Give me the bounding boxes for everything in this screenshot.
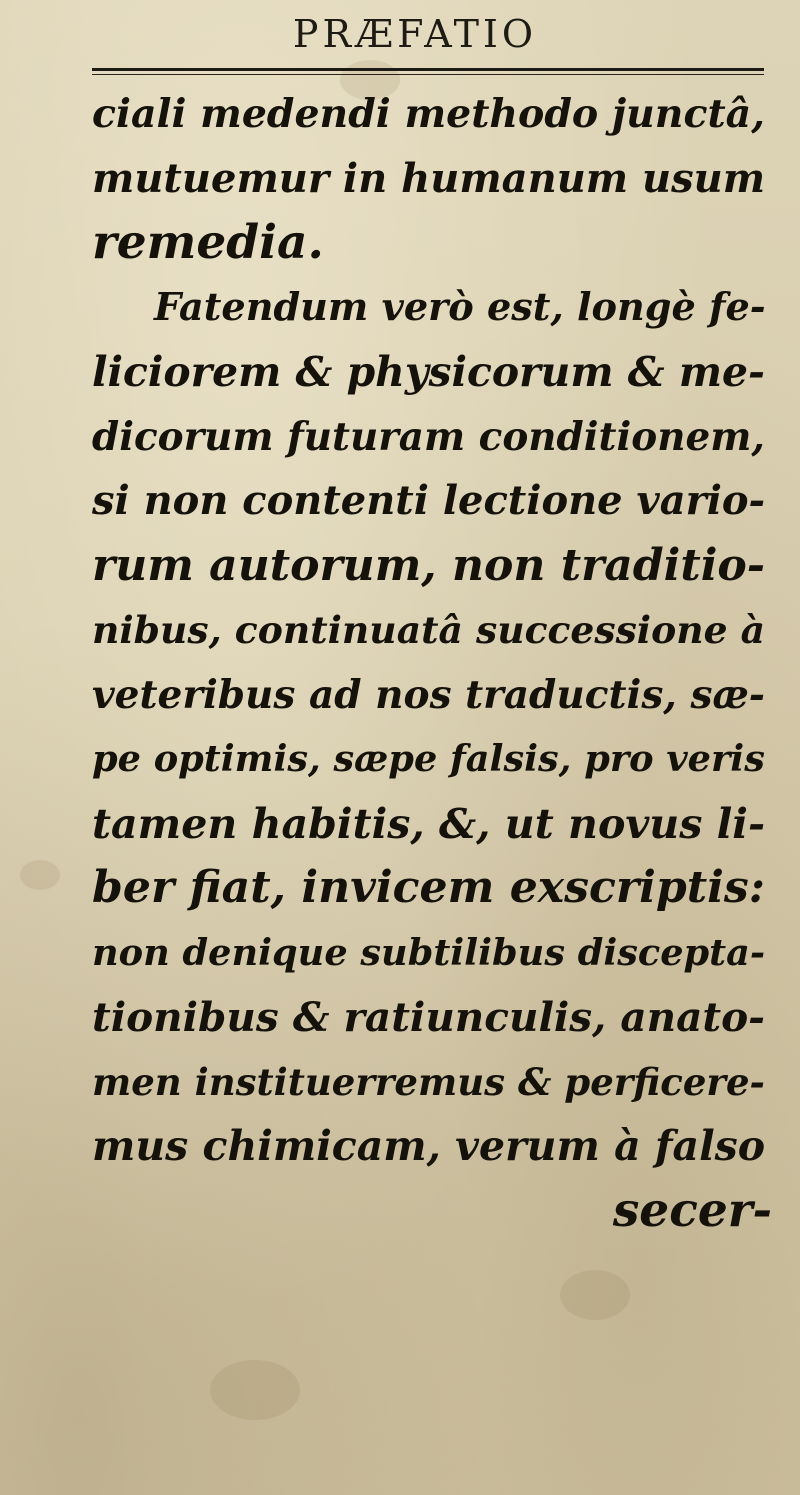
text-line: veteribus ad nos traductis, sæ- [92, 671, 766, 718]
text-line: mutuemur in humanum usum [92, 154, 766, 202]
text-line: ber fiat, invicem exscriptis: [92, 862, 766, 913]
text-line: remedia. [92, 215, 324, 270]
header-rule-thin [92, 74, 764, 75]
text-line: liciorem & physicorum & me- [92, 348, 765, 396]
text-line: nibus, continuatâ successione à [92, 608, 766, 652]
running-header [0, 12, 800, 56]
text-line: men instituerremus & perficere- [92, 1059, 765, 1104]
text-line: non denique subtilibus discepta- [92, 930, 766, 974]
catchword: secer- [612, 1182, 772, 1238]
text-line: pe optimis, sæpe falsis, pro veris [92, 737, 765, 780]
text-line: mus chimicam, verum à falso [92, 1122, 766, 1170]
text-line: tionibus & ratiunculis, anato- [92, 993, 765, 1041]
text-line: si non contenti lectione vario- [92, 477, 766, 524]
paper-stain [20, 860, 60, 890]
paper-stain [560, 1270, 630, 1320]
text-line: Fatendum verò est, longè fe- [154, 284, 766, 330]
header-rule [92, 68, 764, 71]
paper-stain [210, 1360, 300, 1420]
text-line: dicorum futuram conditionem, [92, 413, 765, 460]
text-line: ciali medendi methodo junctâ, [92, 91, 765, 137]
text-line: tamen habitis, &, ut novus li- [92, 798, 766, 848]
running-title: PRÆFATIO [292, 12, 538, 56]
text-line: rum autorum, non traditio- [92, 539, 766, 591]
body-text [92, 82, 772, 1243]
